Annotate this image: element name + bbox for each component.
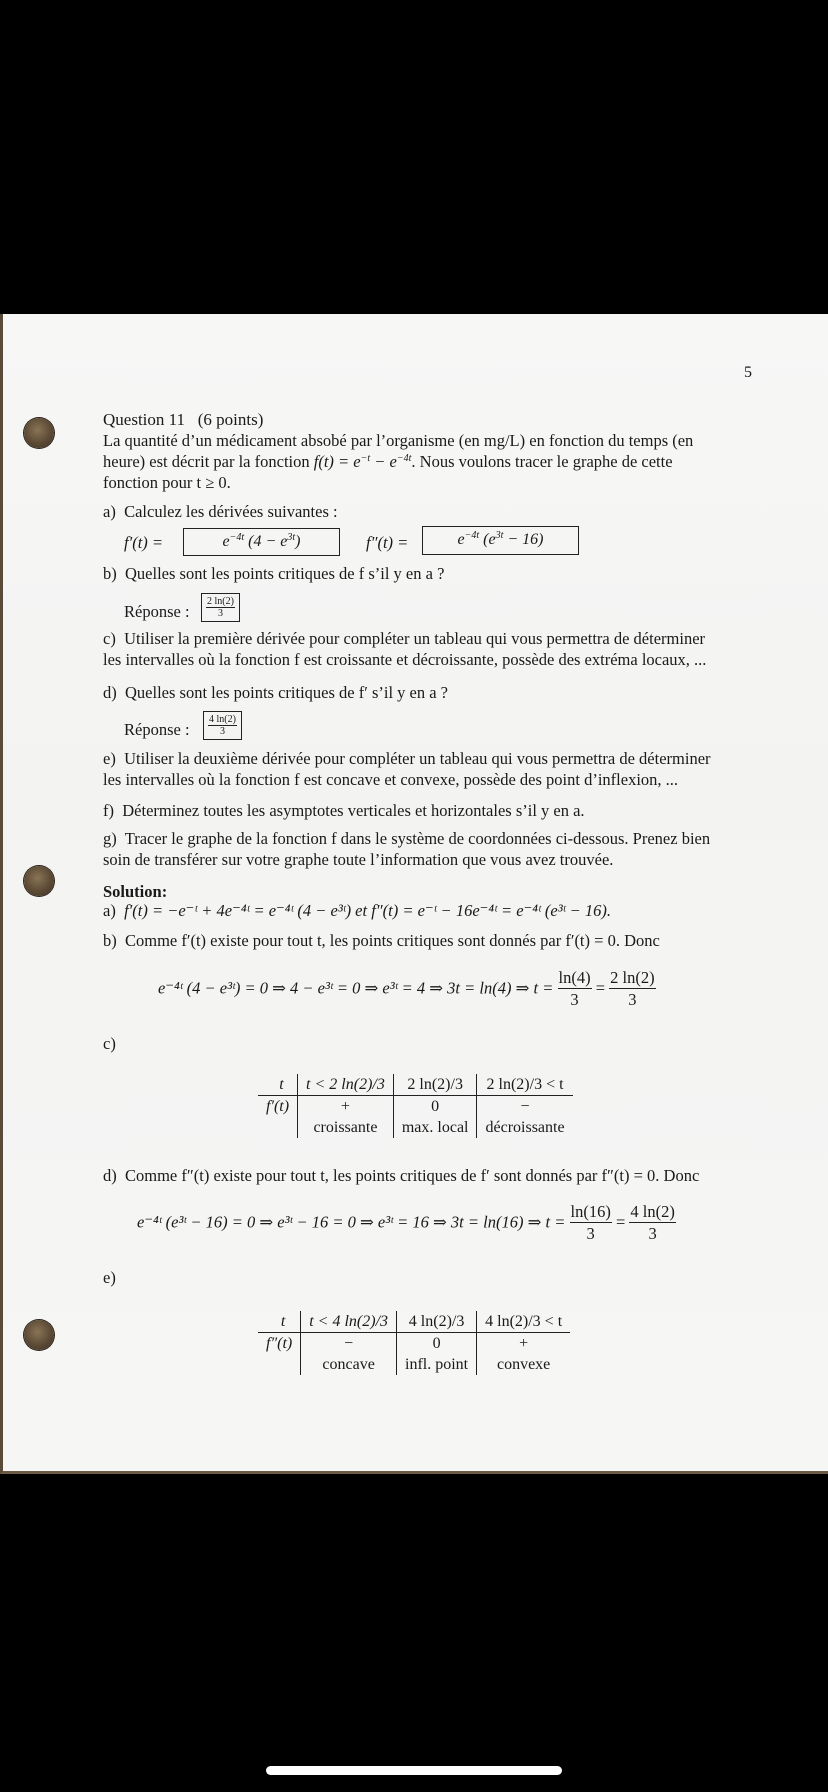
question-title: Question 11 bbox=[103, 410, 186, 429]
table-cell bbox=[258, 1117, 298, 1138]
table-header-cell: 2 ln(2)/3 < t bbox=[477, 1074, 573, 1096]
question-g-line-2: soin de transférer sur votre graphe toute l’information que vous avez trouvée. bbox=[103, 850, 614, 869]
intro-function: $f(t) = e^{-t} - e^{-4t}$ bbox=[313, 452, 412, 471]
solution-d-fraction-1: $\frac{\ln(16)}{3}$ bbox=[570, 1202, 611, 1243]
table-cell: 0 bbox=[397, 1333, 477, 1355]
table-cell: − bbox=[301, 1333, 397, 1355]
question-a: a) Calculez les dérivées suivantes : bbox=[103, 502, 338, 521]
question-f: f) Déterminez toutes les asymptotes verticales et horizontales s’il y en a. bbox=[103, 801, 585, 820]
table-cell: + bbox=[298, 1096, 394, 1118]
table-header-cell: t bbox=[258, 1311, 301, 1333]
solution-a: a) f′(t) = −e⁻ᵗ + 4e⁻⁴ᵗ = e⁻⁴ᵗ (4 − e³ᵗ) et f″(t) = e⁻ᵗ − 16e⁻⁴ᵗ = e⁻⁴ᵗ (e³ᵗ − 16). bbox=[103, 901, 611, 920]
fsecond-label: f″(t) = bbox=[366, 533, 409, 552]
question-c-line-1: c) Utiliser la première dérivée pour compléter un tableau qui vous permettra de déterminer bbox=[103, 629, 706, 648]
solution-b-fraction-2: $\frac{2 \ln(2)}{3}$ bbox=[610, 968, 655, 1009]
table-cell: 0 bbox=[393, 1096, 477, 1118]
variation-table-first-derivative bbox=[258, 1074, 573, 1138]
table-header-cell: 4 ln(2)/3 < t bbox=[477, 1311, 571, 1333]
solution-d-fraction-2: $\frac{4 \ln(2)}{3}$ bbox=[630, 1202, 675, 1243]
hole-punch-middle bbox=[24, 866, 54, 896]
question-d-reponse-label: Réponse : bbox=[124, 720, 190, 739]
table-header-cell: 4 ln(2)/3 bbox=[397, 1311, 477, 1333]
table-cell: f″(t) bbox=[266, 1335, 293, 1352]
solution-e-label: e) bbox=[103, 1268, 116, 1287]
table-cell: + bbox=[477, 1333, 571, 1355]
solution-b-equation: e⁻⁴ᵗ (4 − e³ᵗ) = 0 ⇒ 4 − e³ᵗ = 0 ⇒ e³ᵗ = 4 ⇒ 3t = ln(4) ⇒ t = $\frac{\ln(4)}{3}$ = $\frac{2 \ln(2)}{3}$ bbox=[158, 968, 655, 1009]
question-b: b) Quelles sont les points critiques de f s’il y en a ? bbox=[103, 564, 445, 583]
intro-text-end: . Nous voulons tracer le graphe de cette bbox=[411, 452, 673, 471]
solution-b: b) Comme f′(t) existe pour tout t, les points critiques sont donnés par f′(t) = 0. Donc bbox=[103, 931, 660, 950]
variation-table-second-derivative bbox=[258, 1311, 570, 1375]
question-b-reponse-box bbox=[201, 593, 240, 622]
solution-d-equation: e⁻⁴ᵗ (e³ᵗ − 16) = 0 ⇒ e³ᵗ − 16 = 0 ⇒ e³ᵗ = 16 ⇒ 3t = ln(16) ⇒ t = $\frac{\ln(16)}{3}$ = $\frac{4 \ln(2)}{3}$ bbox=[137, 1202, 675, 1243]
question-intro-line-3: fonction pour t ≥ 0. bbox=[103, 473, 231, 492]
fprime-answer-box: $e^{-4t}$ $(4 - e^{3t})$ bbox=[183, 528, 340, 556]
table-cell: max. local bbox=[393, 1117, 477, 1138]
table-cell bbox=[258, 1354, 301, 1375]
hole-punch-top bbox=[24, 418, 54, 448]
table-cell: concave bbox=[301, 1354, 397, 1375]
question-g-line-1: g) Tracer le graphe de la fonction f dans le système de coordonnées ci-dessous. Prenez bien bbox=[103, 829, 711, 848]
table-cell: croissante bbox=[298, 1117, 394, 1138]
question-e-line-2: les intervalles où la fonction f est concave et convexe, possède des point d’inflexion, ... bbox=[103, 770, 679, 789]
table-cell: f′(t) bbox=[266, 1098, 290, 1115]
fsecond-answer-box: $e^{-4t}$ $(e^{3t} - 16)$ bbox=[422, 526, 579, 555]
fprime-label: f′(t) = bbox=[124, 533, 164, 552]
question-d: d) Quelles sont les points critiques de f′ s’il y en a ? bbox=[103, 683, 448, 702]
question-d-reponse-fraction: $\frac{4 \ln(2)}{3}$ bbox=[209, 714, 236, 737]
solution-b-fraction-1: $\frac{\ln(4)}{3}$ bbox=[558, 968, 591, 1009]
table-cell: décroissante bbox=[477, 1117, 573, 1138]
table-header-cell: t < 2 ln(2)/3 bbox=[298, 1074, 394, 1096]
solution-c-label: c) bbox=[103, 1034, 116, 1053]
question-b-reponse-label: Réponse : bbox=[124, 602, 190, 621]
table-cell: convexe bbox=[477, 1354, 571, 1375]
solution-title: Solution: bbox=[103, 882, 168, 901]
table-header-cell: 2 ln(2)/3 bbox=[393, 1074, 477, 1096]
page-number: 5 bbox=[744, 364, 752, 381]
solution-d: d) Comme f″(t) existe pour tout t, les points critiques de f′ sont donnés par f″(t) = 0. Donc bbox=[103, 1166, 700, 1185]
home-indicator[interactable] bbox=[266, 1766, 562, 1775]
table-cell: infl. point bbox=[397, 1354, 477, 1375]
table-cell: − bbox=[477, 1096, 573, 1118]
question-b-reponse-fraction: $\frac{2 \ln(2)}{3}$ bbox=[207, 596, 234, 619]
question-intro-line-1: La quantité d’un médicament absobé par l’organisme (en mg/L) en fonction du temps (en bbox=[103, 431, 694, 450]
intro-text: heure) est décrit par la fonction bbox=[103, 452, 314, 471]
question-e-line-1: e) Utiliser la deuxième dérivée pour compléter un tableau qui vous permettra de déterminer bbox=[103, 749, 711, 768]
question-c-line-2: les intervalles où la fonction f est croissante et décroissante, possède des extréma locaux, ... bbox=[103, 650, 707, 669]
table-header-cell: t bbox=[258, 1074, 298, 1096]
table-header-cell: t < 4 ln(2)/3 bbox=[301, 1311, 397, 1333]
question-intro-line-2 bbox=[103, 452, 753, 472]
question-d-reponse-box bbox=[203, 711, 242, 740]
question-heading bbox=[103, 410, 753, 430]
question-points: (6 points) bbox=[197, 410, 264, 429]
hole-punch-bottom bbox=[24, 1320, 54, 1350]
